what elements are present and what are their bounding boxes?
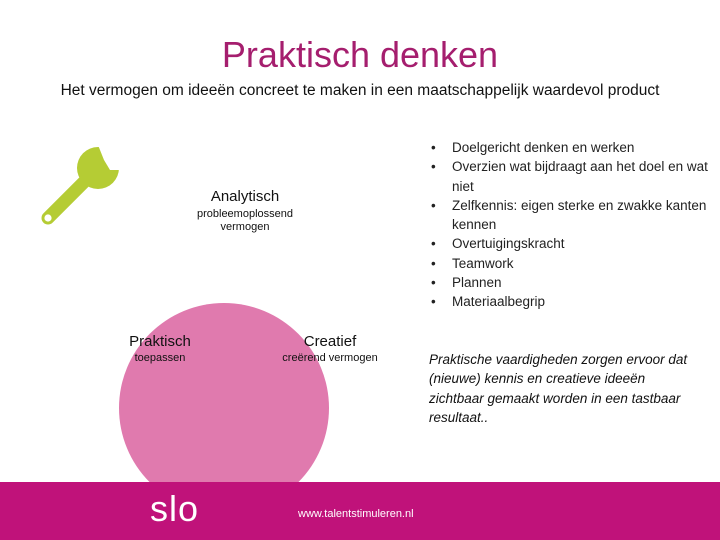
analytisch-label: Analytisch — [210, 188, 280, 205]
list-item: • Overzien wat bijdraagt aan het doel en wat niet — [431, 159, 708, 194]
analytisch-sublabel: probleemoplossend vermogen — [196, 208, 293, 233]
wrench-icon — [34, 142, 126, 234]
website-link[interactable]: www.talentstimuleren.nl — [298, 508, 414, 520]
creatief-sublabel: creërend vermogen — [282, 352, 378, 364]
praktisch-sublabel: toepassen — [134, 352, 186, 364]
list-item: • Teamwork — [431, 255, 514, 271]
creatief-label: Creatief — [303, 333, 357, 350]
list-item: • Doelgericht denken en werken — [431, 140, 635, 155]
list-item: • Plannen — [431, 275, 502, 291]
list-item: • Materiaalbegrip — [431, 294, 546, 310]
list-item: • Zelfkennis: eigen sterke en zwakke kanten kennen — [431, 197, 707, 233]
page-title: Praktisch denken — [221, 34, 499, 75]
skills-list — [428, 138, 708, 312]
page-subtitle: Het vermogen om ideeën concreet te maken in een maatschappelijk waardevol product — [60, 82, 660, 99]
slo-logo: slo — [150, 488, 200, 529]
summary-quote: Praktische vaardigheden zorgen ervoor dat (nieuwe) kennis en creatieve ideeën zichtbaar gemaakt worden in een tastbaar resultaat.. — [429, 352, 688, 425]
footer-bar — [0, 482, 720, 540]
praktisch-label: Praktisch — [129, 333, 191, 350]
list-item: • Overtuigingskracht — [431, 236, 565, 252]
